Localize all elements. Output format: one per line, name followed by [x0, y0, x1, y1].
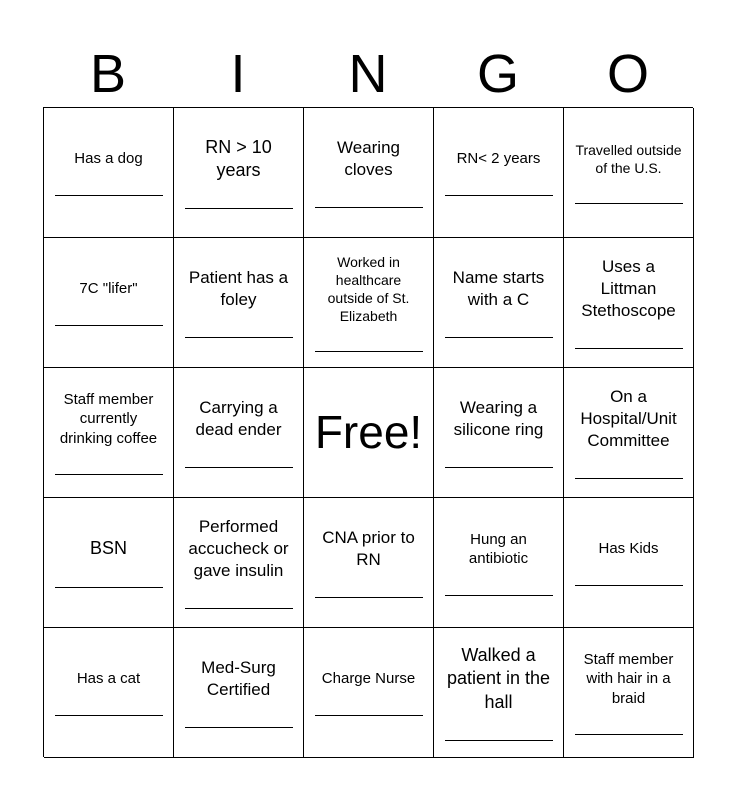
signature-line [445, 595, 553, 596]
bingo-cell[interactable] [174, 498, 304, 628]
bingo-header [43, 40, 693, 108]
signature-line [185, 337, 293, 338]
signature-line [315, 351, 423, 352]
bingo-cell-text: Staff member currently drinking coffee [59, 390, 158, 447]
header-letter-b: B [89, 44, 127, 104]
bingo-cell-text: Uses a Littman Stethoscope [581, 256, 676, 321]
signature-line [445, 740, 553, 741]
bingo-cell-text: Wearing a silicone ring [453, 397, 544, 439]
bingo-cell-text: Has Kids [598, 540, 659, 558]
signature-line [55, 715, 163, 716]
signature-line [185, 727, 293, 728]
bingo-cell-text: BSN [89, 538, 127, 559]
signature-line [445, 467, 553, 468]
bingo-cell-text: Name starts with a C [452, 267, 545, 309]
bingo-cell[interactable] [304, 628, 434, 758]
bingo-cell-text: Worked in healthcare outside of St. Elizabeth [327, 253, 410, 325]
bingo-cell-text: Charge Nurse [321, 670, 416, 688]
free-space-text: Free! [314, 405, 423, 458]
signature-line [55, 474, 163, 475]
signature-line [185, 608, 293, 609]
bingo-cell-text: Wearing cloves [337, 137, 400, 179]
bingo-cell-text: 7C "lifer" [79, 280, 138, 298]
bingo-cell-text: CNA prior to RN [322, 527, 415, 569]
bingo-cell-text: Hung an antibiotic [468, 530, 529, 567]
signature-line [315, 597, 423, 598]
bingo-cell-text: RN > 10 years [205, 136, 272, 180]
bingo-cell-text: Has a cat [76, 670, 141, 688]
signature-line [575, 203, 683, 204]
bingo-cell[interactable] [44, 238, 174, 368]
bingo-cell[interactable] [44, 368, 174, 498]
signature-line [575, 734, 683, 735]
bingo-cell-text: Med-Surg Certified [201, 657, 276, 699]
header-letter-i: I [230, 44, 246, 104]
signature-line [445, 195, 553, 196]
bingo-cell-text: RN< 2 years [456, 150, 541, 168]
bingo-cell[interactable] [564, 368, 694, 498]
signature-line [185, 208, 293, 209]
bingo-cell-text: Performed accucheck or gave insulin [188, 516, 289, 581]
signature-line [445, 337, 553, 338]
signature-line [575, 478, 683, 479]
header-letter-o: O [606, 44, 649, 104]
bingo-cell-text: Travelled outside of the U.S. [575, 141, 682, 176]
bingo-cell[interactable] [44, 498, 174, 628]
bingo-cell-text: Patient has a foley [188, 267, 289, 309]
signature-line [185, 467, 293, 468]
bingo-cell[interactable] [174, 238, 304, 368]
bingo-cell[interactable] [434, 368, 564, 498]
bingo-cell[interactable] [434, 628, 564, 758]
bingo-cell[interactable] [304, 238, 434, 368]
signature-line [55, 195, 163, 196]
signature-line [315, 207, 423, 208]
signature-line [55, 325, 163, 326]
signature-line [575, 348, 683, 349]
bingo-cell[interactable] [564, 238, 694, 368]
free-space-cell[interactable] [304, 368, 434, 498]
bingo-cell[interactable] [434, 498, 564, 628]
bingo-cell-text: On a Hospital/Unit Committee [580, 386, 677, 451]
bingo-cell[interactable] [174, 108, 304, 238]
bingo-cell-text: Carrying a dead ender [195, 397, 282, 439]
bingo-cell-text: Staff member with hair in a braid [583, 650, 674, 707]
bingo-cell[interactable] [564, 108, 694, 238]
bingo-cell[interactable] [304, 498, 434, 628]
bingo-cell-text: Walked a patient in the hall [446, 644, 551, 712]
bingo-grid [43, 107, 693, 757]
bingo-cell[interactable] [44, 108, 174, 238]
header-letter-n: N [348, 44, 388, 104]
bingo-cell[interactable] [564, 498, 694, 628]
signature-line [315, 715, 423, 716]
bingo-cell[interactable] [174, 628, 304, 758]
signature-line [55, 587, 163, 588]
bingo-cell[interactable] [44, 628, 174, 758]
signature-line [575, 585, 683, 586]
bingo-cell[interactable] [174, 368, 304, 498]
bingo-cell[interactable] [434, 108, 564, 238]
bingo-cell-text: Has a dog [74, 150, 143, 168]
bingo-cell[interactable] [434, 238, 564, 368]
header-letter-g: G [476, 44, 519, 104]
bingo-cell[interactable] [564, 628, 694, 758]
bingo-cell[interactable] [304, 108, 434, 238]
